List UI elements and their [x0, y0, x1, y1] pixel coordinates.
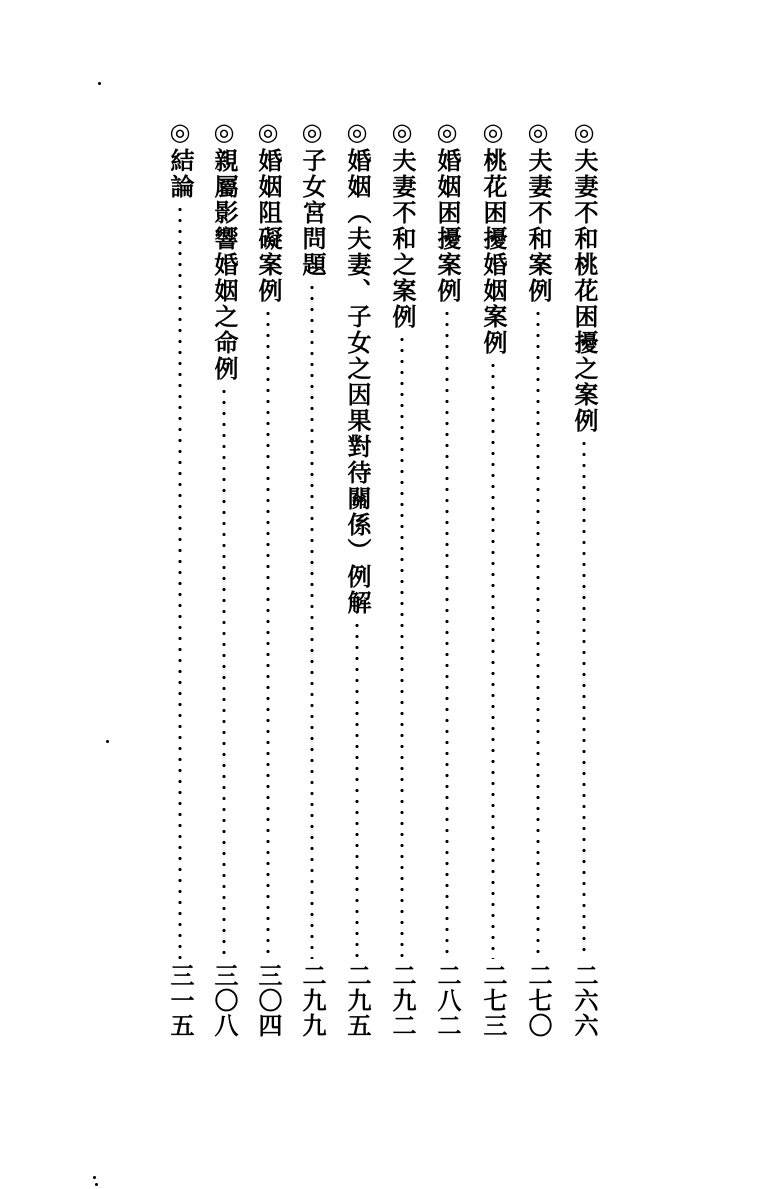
toc-entry-5[interactable] — [382, 118, 422, 1038]
dot-leader — [445, 308, 449, 959]
entry-page-number: 二七〇 — [524, 963, 552, 1038]
scan-speck — [106, 740, 109, 743]
dot-leader — [266, 308, 270, 959]
dot-leader — [355, 620, 359, 959]
toc-entry-4[interactable] — [427, 118, 467, 1038]
entry-page-number: 二六六 — [570, 963, 598, 1038]
scan-speck — [93, 1176, 96, 1179]
scan-speck — [98, 82, 101, 85]
entry-page-number: 三〇八 — [210, 963, 238, 1038]
dot-leader — [536, 308, 540, 959]
dot-leader — [178, 204, 182, 959]
toc-entry-3[interactable] — [473, 118, 513, 1038]
entry-page-number: 三〇四 — [254, 963, 282, 1038]
toc-entry-1[interactable] — [564, 118, 604, 1038]
dot-leader — [582, 438, 586, 959]
entry-title: ◎結論 — [166, 118, 194, 200]
dot-leader — [310, 282, 314, 959]
entry-page-number: 二九二 — [388, 963, 416, 1038]
entry-title: ◎夫妻不和桃花困擾之案例 — [570, 118, 598, 434]
entry-title: ◎親屬影響婚姻之命例 — [210, 118, 238, 382]
scan-speck — [95, 1183, 98, 1186]
toc-entry-8[interactable] — [248, 118, 288, 1038]
entry-title: ◎桃花困擾婚姻案例 — [479, 118, 507, 356]
entry-title: ◎夫妻不和案例 — [524, 118, 552, 304]
dot-leader — [400, 334, 404, 959]
entry-title: ◎婚姻困擾案例 — [433, 118, 461, 304]
entry-page-number: 二八二 — [433, 963, 461, 1038]
entry-page-number: 三一五 — [166, 963, 194, 1038]
toc-entry-6[interactable] — [337, 118, 377, 1038]
entry-title: ◎子女宮問題 — [298, 118, 326, 278]
entry-page-number: 二九九 — [298, 963, 326, 1038]
toc-entry-7[interactable] — [292, 118, 332, 1038]
toc-entry-2[interactable] — [518, 118, 558, 1038]
toc-entry-10[interactable] — [160, 118, 200, 1038]
dot-leader — [491, 360, 495, 959]
dot-leader — [222, 386, 226, 959]
entry-page-number: 二七三 — [479, 963, 507, 1038]
entry-page-number: 二九五 — [343, 963, 371, 1038]
toc-entry-9[interactable] — [204, 118, 244, 1038]
entry-title: ◎夫妻不和之案例 — [388, 118, 416, 330]
entry-title: ◎婚姻（夫妻、子女之因果對待關係）例解 — [343, 118, 371, 616]
entry-title: ◎婚姻阻礙案例 — [254, 118, 282, 304]
